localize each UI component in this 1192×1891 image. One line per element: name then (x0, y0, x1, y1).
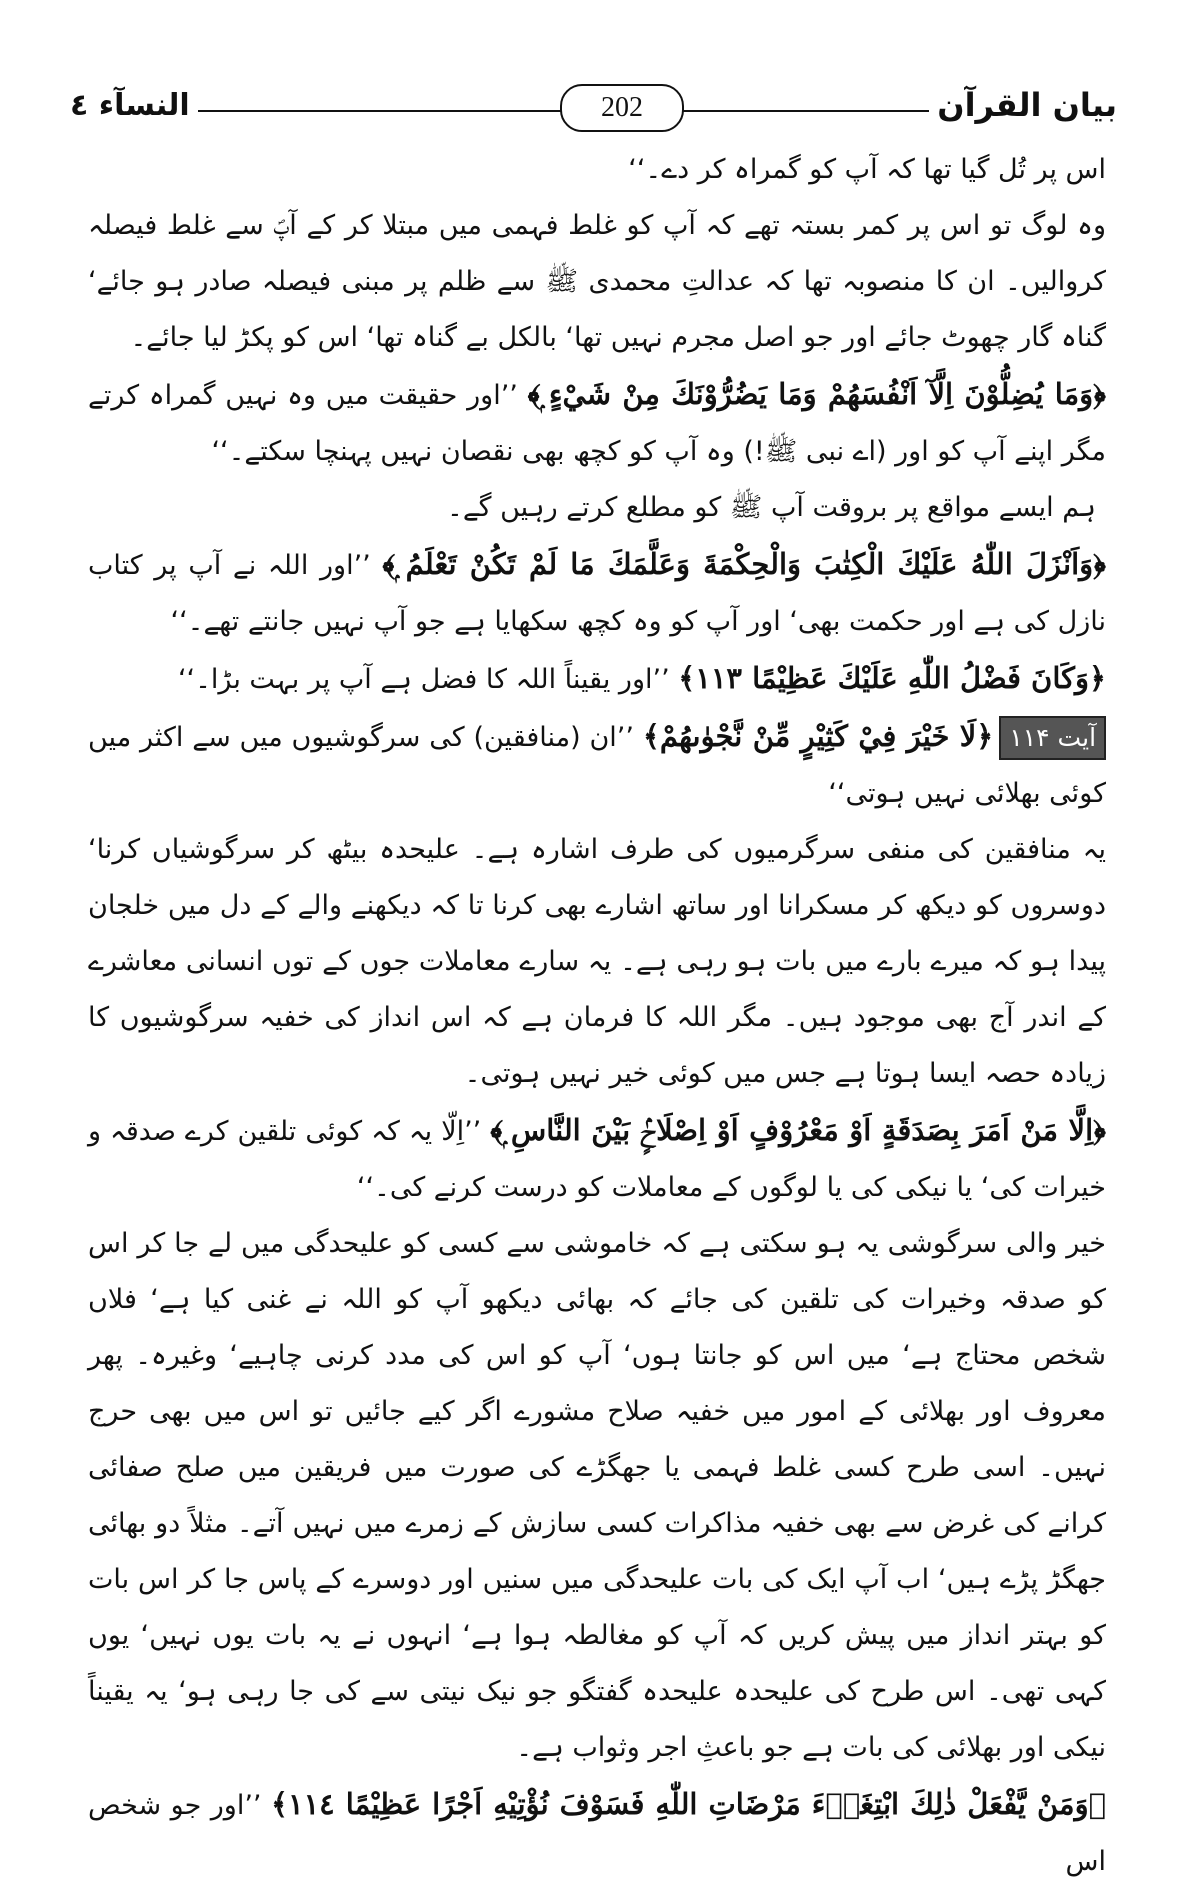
quran-verse: ﴿وَمَنْ يَّفْعَلْ ذٰلِكَ ابْتِغَاۗءَ مَرْضَاتِ اللّٰهِ فَسَوْفَ نُؤْتِيْهِ اَجْرًا عَظِيْمًا ١١٤﴾ (271, 1787, 1106, 1821)
quran-verse: ﴿وَاَنْزَلَ اللّٰهُ عَلَيْكَ الْكِتٰبَ وَالْحِكْمَةَ وَعَلَّمَكَ مَا لَمْ تَكُنْ تَعْلَمُ ۭ﴾ (382, 547, 1106, 581)
translation-text: ’’اِلّا یہ کہ کوئی تلقین کرے صدقہ و خیرات کی‘ یا نیکی کی یا لوگوں کے معاملات کو درست کرنے کی۔‘‘ (88, 1116, 1106, 1203)
paragraph-3 (88, 366, 1106, 480)
header-rule (130, 110, 977, 112)
quran-verse: ﴿لَا خَيْرَ فِيْ كَثِيْرٍ مِّنْ نَّجْوٰىهُمْ﴾ (642, 719, 994, 753)
translation-text: ’’ان (منافقین) کی سرگوشیوں میں سے اکثر میں کوئی بھلائی نہیں ہوتی‘‘ (88, 722, 1106, 809)
paragraph-2 (88, 198, 1106, 366)
paragraph-10 (88, 1216, 1106, 1776)
paragraph-9 (88, 1102, 1106, 1216)
paragraph-8 (88, 822, 1106, 1102)
quran-verse: ﴿وَكَانَ فَضْلُ اللّٰهِ عَلَيْكَ عَظِيْمًا ١١٣﴾ (678, 661, 1106, 695)
page-body (88, 142, 1106, 1890)
running-header (70, 84, 1117, 134)
commentary-text: یہ منافقین کی منفی سرگرمیوں کی طرف اشارہ ہے۔ علیحدہ بیٹھ کر سرگوشیاں کرنا‘ دوسروں کو دیکھ کر مسکرانا اور ساتھ اشارے بھی کرنا تا کہ دیکھنے والے کے دل میں خلجان پیدا ہو کہ میرے بارے میں بات ہو رہی ہے۔ یہ سارے معاملات جوں کے توں انسانی معاشرے کے اندر آج بھی موجود ہیں۔ مگر اللہ کا فرمان ہے کہ اس انداز کی خفیہ سرگوشیوں کا زیادہ حصہ ایسا ہوتا ہے جس میں کوئی خیر نہیں ہوتی۔ (88, 834, 1106, 1089)
translation-text: ’’اور جو شخص اس (88, 1790, 1106, 1877)
page-number: 202 (560, 84, 684, 132)
quran-verse: ﴿اِلَّا مَنْ اَمَرَ بِصَدَقَةٍ اَوْ مَعْرُوْفٍ اَوْ اِصْلَاحٍۢ بَيْنَ النَّاسِ ۭ﴾ (490, 1113, 1106, 1147)
paragraph-7 (88, 708, 1106, 822)
paragraph-4 (88, 480, 1106, 536)
ayah-number-badge: آیت ۱۱۴ (999, 716, 1106, 760)
surah-title: النسآء ٤ (70, 88, 198, 123)
commentary-text: ہم ایسے مواقع پر بروقت آپ ﷺ کو مطلع کرتے رہیں گے۔ (447, 492, 1096, 523)
book-title: بیان القرآن (929, 86, 1117, 124)
quran-verse: ﴿وَمَا يُضِلُّوْنَ اِلَّآ اَنْفُسَهُمْ وَمَا يَضُرُّوْنَكَ مِنْ شَيْءٍ ۭ﴾ (527, 377, 1106, 411)
translation-text: ’’اور حقیقت میں وہ نہیں گمراہ کرتے مگر اپنے آپ کو اور (اے نبی ﷺ!) وہ آپ کو کچھ بھی نقصان نہیں پہنچا سکتے۔‘‘ (88, 380, 1106, 467)
translation-text: ’’اور اللہ نے آپ پر کتاب نازل کی ہے اور حکمت بھی‘ اور آپ کو وہ کچھ سکھایا ہے جو آپ نہیں جانتے تھے۔‘‘ (88, 550, 1106, 637)
translation-text: ’’اور یقیناً اللہ کا فضل ہے آپ پر بہت بڑا۔‘‘ (177, 664, 670, 695)
paragraph-11 (88, 1776, 1106, 1890)
paragraph-6 (88, 650, 1106, 708)
paragraph-5 (88, 536, 1106, 650)
commentary-text: وہ لوگ تو اس پر کمر بستہ تھے کہ آپ کو غلط فہمی میں مبتلا کر کے آپؐ سے غلط فیصلہ کروالیں۔ ان کا منصوبہ تھا کہ عدالتِ محمدی ﷺ سے ظلم پر مبنی فیصلہ صادر ہو جائے‘ گناہ گار چھوٹ جائے اور جو اصل مجرم نہیں تھا‘ بالکل بے گناہ تھا‘ اس کو پکڑ لیا جائے۔ (88, 210, 1106, 353)
commentary-text: خیر والی سرگوشی یہ ہو سکتی ہے کہ خاموشی سے کسی کو علیحدگی میں لے جا کر اس کو صدقہ وخیرات کی تلقین کی جائے کہ بھائی دیکھو آپ کو اللہ نے غنی کیا ہے‘ فلاں شخص محتاج ہے‘ میں اس کو جانتا ہوں‘ آپ کو اس کی مدد کرنی چاہیے‘ وغیرہ۔ پھر معروف اور بھلائی کے امور میں خفیہ صلاح مشورے اگر کیے جائیں تو اس میں بھی حرج نہیں۔ اسی طرح کسی غلط فہمی یا جھگڑے کی صورت میں فریقین میں صلح صفائی کرانے کی غرض سے بھی خفیہ مذاکرات کسی سازش کے زمرے میں نہیں آتے۔ مثلاً دو بھائی جھگڑ پڑے ہیں‘ اب آپ ایک کی بات علیحدگی میں سنیں اور دوسرے کے پاس جا کر اس بات کو بہتر انداز میں پیش کریں کہ آپ کو مغالطہ ہوا ہے‘ انہوں نے یہ بات یوں نہیں‘ یوں کہی تھی۔ اس طرح کی علیحدہ علیحدہ گفتگو جو نیک نیتی سے کی جا رہی ہو‘ یہ یقیناً نیکی اور بھلائی کی بات ہے جو باعثِ اجر وثواب ہے۔ (88, 1228, 1106, 1763)
commentary-text: اس پر تُل گیا تھا کہ آپ کو گمراہ کر دے۔‘‘ (628, 154, 1106, 185)
paragraph-1 (88, 142, 1106, 198)
